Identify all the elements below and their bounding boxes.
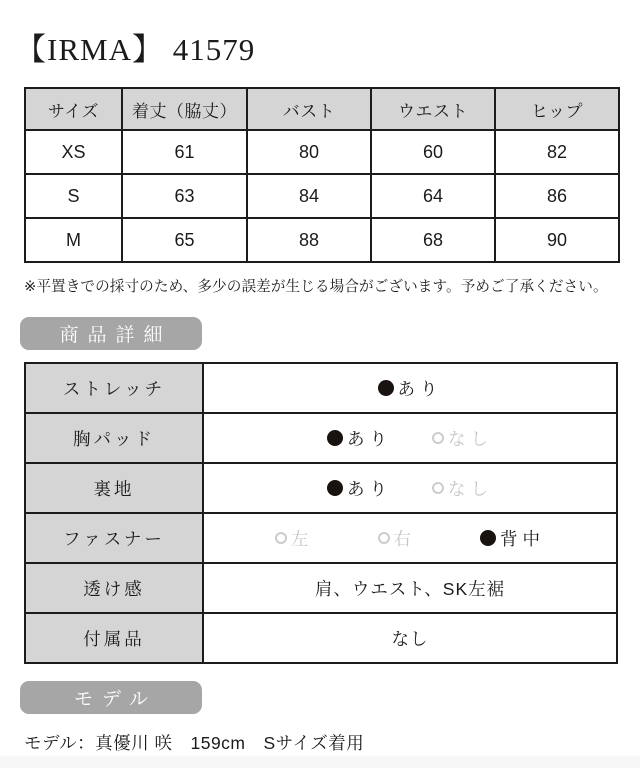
option-unselected (275, 526, 314, 551)
detail-value: 肩、ウエスト、SK左裾 (203, 563, 617, 613)
filled-circle-icon (378, 380, 394, 396)
detail-label: 透け感 (25, 563, 203, 613)
option-unselected (432, 476, 493, 501)
size-row-m (25, 218, 619, 262)
size-cell: 68 (371, 218, 495, 262)
option-group (205, 526, 615, 551)
size-cell: 84 (247, 174, 371, 218)
model-heading: モデル (20, 681, 202, 714)
size-cell: 82 (495, 130, 619, 174)
option-selected (378, 376, 443, 401)
option-group (205, 376, 615, 401)
empty-circle-icon (275, 532, 287, 544)
empty-circle-icon (432, 482, 444, 494)
option-label: 右 (393, 528, 416, 549)
option-label: あり (347, 478, 392, 499)
size-header-size: サイズ (25, 88, 122, 130)
size-cell: 90 (495, 218, 619, 262)
option-label: 背中 (500, 528, 545, 549)
option-label: あり (397, 378, 443, 399)
size-table-header-row (25, 88, 619, 130)
size-header-bust: バスト (247, 88, 371, 130)
detail-label: ストレッチ (25, 363, 203, 413)
detail-label: ファスナー (25, 513, 203, 563)
detail-label: 胸パッド (25, 413, 203, 463)
measurement-note: ※平置きでの採寸のため、多少の誤差が生じる場合がございます。予めご了承ください。 (24, 279, 608, 295)
bottom-strip (0, 756, 640, 768)
detail-row-lining (25, 463, 617, 513)
option-group (205, 476, 615, 501)
filled-circle-icon (327, 480, 343, 496)
option-selected (327, 426, 392, 451)
option-label: 左 (291, 528, 314, 549)
size-row-xs (25, 130, 619, 174)
size-cell: 63 (122, 174, 247, 218)
detail-row-stretch (25, 363, 617, 413)
size-header-hip: ヒップ (495, 88, 619, 130)
option-label: なし (448, 478, 493, 499)
empty-circle-icon (432, 432, 444, 444)
detail-label: 付属品 (25, 613, 203, 663)
detail-label: 裏地 (25, 463, 203, 513)
detail-value: なし (203, 613, 617, 663)
size-cell: 80 (247, 130, 371, 174)
size-cell: 65 (122, 218, 247, 262)
model-info: モデル：真優川 咲 159cm Sサイズ着用 (24, 733, 365, 753)
size-header-length: 着丈（脇丈） (122, 88, 247, 130)
detail-row-sheerness (25, 563, 617, 613)
option-unselected (378, 526, 417, 551)
option-selected (480, 526, 545, 551)
product-title: 【IRMA】 41579 (15, 32, 256, 67)
size-cell: 61 (122, 130, 247, 174)
detail-row-zipper (25, 513, 617, 563)
filled-circle-icon (480, 530, 496, 546)
option-label: なし (448, 428, 493, 449)
size-row-s (25, 174, 619, 218)
option-group (205, 426, 615, 451)
product-details-heading: 商品詳細 (20, 317, 202, 350)
details-table (24, 362, 618, 664)
filled-circle-icon (327, 430, 343, 446)
size-cell: S (25, 174, 122, 218)
size-cell: 86 (495, 174, 619, 218)
empty-circle-icon (378, 532, 390, 544)
size-header-waist: ウエスト (371, 88, 495, 130)
detail-row-accessories (25, 613, 617, 663)
size-table (24, 87, 620, 263)
option-label: あり (347, 428, 392, 449)
size-cell: M (25, 218, 122, 262)
size-cell: 88 (247, 218, 371, 262)
detail-row-chest-pad (25, 413, 617, 463)
size-cell: XS (25, 130, 122, 174)
size-cell: 60 (371, 130, 495, 174)
option-unselected (432, 426, 493, 451)
size-cell: 64 (371, 174, 495, 218)
option-selected (327, 476, 392, 501)
